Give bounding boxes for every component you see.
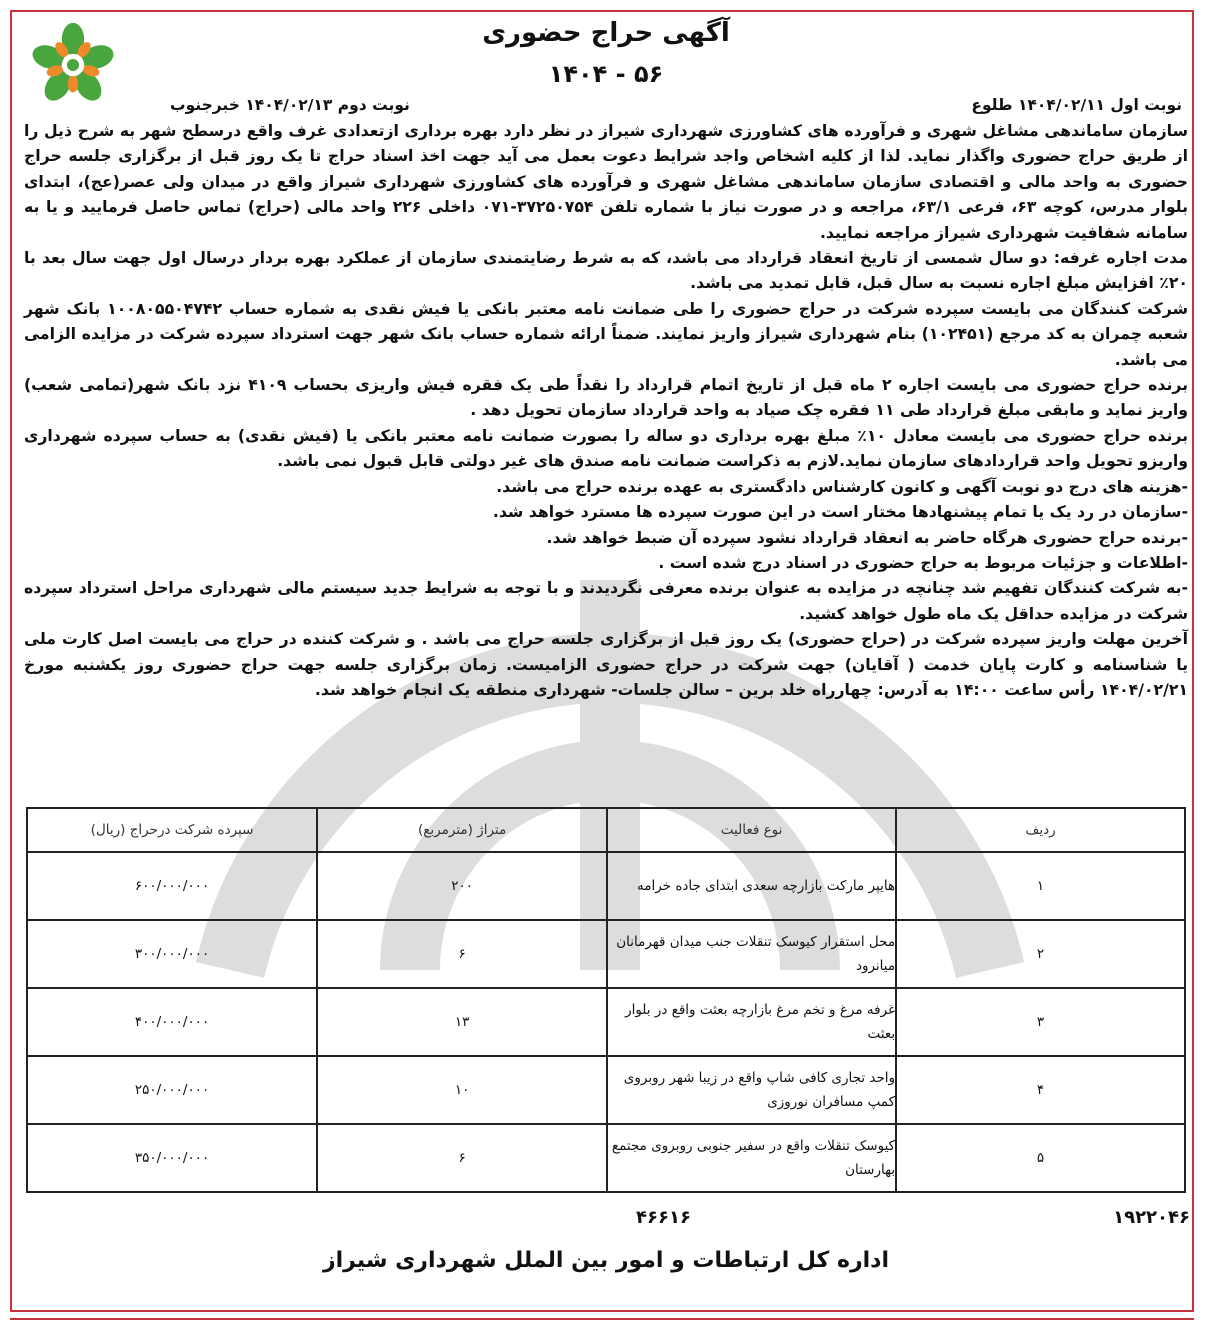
paragraph-intro: سازمان ساماندهی مشاغل شهری و فرآورده های کشاورزی شهرداری شیراز در نظر دارد بهره برداری ازتعدادی غرف واقع درسطح شهر به شرح ذیل را از طریق حراج حضوری واگذار نماید. لذا از کلیه اشخاص واجد شرایط دعوت بعمل می آید جهت اخذ اسناد حراج تا یک روز قبل از برگزاری جلسه حراج حضوری به واحد مالی و اقتصادی سازمان ساماندهی مشاغل شهری و فرآورده های کشاورزی شهرداری شیراز واقع در میدان ولی عصر(عج)، ابتدای بلوار مدرس، کوچه ۶۳، فرعی ۶۳/۱، مراجعه و در صورت نیاز با شماره تلفن ۳۷۲۵۰۷۵۴-۰۷۱ داخلی ۲۲۶ واحد مالی (حراج) تماس حاصل فرمایید و یا به سامانه شفافیت شهرداری شیراز مراجعه نمایید.: [24, 121, 1188, 242]
notice-dates: [170, 96, 1182, 114]
cell-area: ۱۳: [317, 988, 607, 1056]
second-notice-date: نوبت دوم ۱۴۰۴/۰۲/۱۳ خبرجنوب: [170, 96, 410, 114]
cell-activity: هایپر مارکت بازارچه سعدی ابتدای جاده خرامه: [607, 852, 896, 920]
table-row: [27, 920, 1185, 988]
notice-number: ۵۶ - ۱۴۰۴: [548, 60, 664, 88]
table-header-row: [27, 808, 1185, 852]
cell-area: ۲۰۰: [317, 852, 607, 920]
cell-area: ۶: [317, 1124, 607, 1192]
header-activity: نوع فعالیت: [607, 808, 896, 852]
cell-row-number: ۳: [896, 988, 1185, 1056]
cell-deposit: ۳۰۰/۰۰۰/۰۰۰: [27, 920, 317, 988]
notice-body: [24, 118, 1188, 702]
cell-activity: محل استقرار کیوسک تنقلات جنب میدان قهرمانان میانرود: [607, 920, 896, 988]
cell-activity: کیوسک تنقلات واقع در سفیر جنوبی روبروی مجتمع بهارستان: [607, 1124, 896, 1192]
cell-activity: غرفه مرغ و تخم مرغ بازارچه بعثت واقع در بلوار بعثت: [607, 988, 896, 1056]
header-row-number: ردیف: [896, 808, 1185, 852]
cell-deposit: ۴۰۰/۰۰۰/۰۰۰: [27, 988, 317, 1056]
paragraph-session: آخرین مهلت واریز سپرده شرکت در (حراج حضوری) یک روز قبل از برگزاری جلسه حراج می باشد . و شرکت کننده در حراج می بایست اصل کارت ملی یا شناسنامه و کارت پایان خدمت ( آقایان) جهت شرکت در حراج حضوری الزامیست. زمان برگزاری جلسه جهت حراج حضوری روز یکشنبه مورخ ۱۴۰۴/۰۲/۲۱ رأس ساعت ۱۴:۰۰ به آدرس: چهارراه خلد برین – سالن جلسات- شهرداری منطقه یک انجام خواهد شد.: [24, 629, 1188, 699]
code-left: ۴۶۶۱۶: [636, 1207, 691, 1228]
table-row: [27, 988, 1185, 1056]
cell-activity: واحد تجاری کافی شاپ واقع در زیبا شهر روبروی کمپ مسافران نوروزی: [607, 1056, 896, 1124]
paragraph-rejection: -سازمان در رد یک یا تمام پیشنهادها مختار است در این صورت سپرده ها مسترد خواهد شد.: [492, 502, 1188, 522]
code-right: ۱۹۲۲۰۴۶: [1113, 1207, 1190, 1228]
cell-row-number: ۴: [896, 1056, 1185, 1124]
footer-title: اداره کل ارتباطات و امور بین الملل شهرداری شیراز: [322, 1248, 890, 1273]
notice-title: آگهی حراج حضوری: [482, 18, 730, 48]
cell-area: ۱۰: [317, 1056, 607, 1124]
paragraph-refund: -به شرکت کنندگان تفهیم شد چنانچه در مزایده به عنوان برنده معرفی نگردیدند و با توجه به شرایط جدید سیستم مالی شهرداری مراحل استرداد سپرده شرکت در مزایده حداقل یک ماه طول خواهد کشید.: [24, 578, 1188, 623]
table-row: [27, 1056, 1185, 1124]
table-row: [27, 1124, 1185, 1192]
paragraph-documents: -اطلاعات و جزئیات مربوط به حراج حضوری در اسناد درج شده است .: [658, 552, 1188, 572]
cell-row-number: ۱: [896, 852, 1185, 920]
cell-area: ۶: [317, 920, 607, 988]
bottom-divider: [10, 1318, 1194, 1320]
first-notice-date: نوبت اول ۱۴۰۴/۰۲/۱۱ طلوع: [971, 96, 1182, 114]
cell-deposit: ۲۵۰/۰۰۰/۰۰۰: [27, 1056, 317, 1124]
header-deposit: سپرده شرکت درحراج (ریال): [27, 808, 317, 852]
paragraph-lease-term: مدت اجاره غرفه: دو سال شمسی از تاریخ انعقاد قرارداد می باشد، که به شرط رضایتمندی سازمان از عملکرد بهره بردار درسال اول جهت سال بعد با ۲۰٪ افزایش مبلغ اجاره نسبت به سال قبل، قابل تمدید می باشد.: [24, 248, 1188, 293]
cell-row-number: ۲: [896, 920, 1185, 988]
paragraph-deposit: شرکت کنندگان می بایست سپرده شرکت در حراج حضوری را طی ضمانت نامه معتبر بانکی یا فیش نقدی به شماره حساب ۱۰۰۸۰۵۵۰۴۷۴۲ بانک شهر شعبه چمران به کد مرجع (۱۰۲۴۵۱) بنام شهرداری شیراز واریز نمایند. ضمناً ارائه شماره حساب بانک شهر جهت استرداد سپرده شرکت در مزایده الزامی می باشد.: [24, 298, 1188, 369]
paragraph-costs: -هزینه های درج دو نوبت آگهی و کانون کارشناس دادگستری به عهده برنده حراج می باشد.: [496, 476, 1188, 496]
cell-row-number: ۵: [896, 1124, 1185, 1192]
paragraph-forfeit: -برنده حراج حضوری هرگاه حاضر به انعقاد قرارداد نشود سپرده آن ضبط خواهد شد.: [546, 527, 1188, 547]
cell-deposit: ۳۵۰/۰۰۰/۰۰۰: [27, 1124, 317, 1192]
table-row: [27, 852, 1185, 920]
header-area: متراژ (مترمربع): [317, 808, 607, 852]
paragraph-payment: برنده حراج حضوری می بایست اجاره ۲ ماه قبل از تاریخ اتمام قرارداد را نقداً طی یک فقره فیش واریزی بحساب ۴۱۰۹ نزد بانک شهر(تمامی شعب) واریز نماید و مابقی مبلغ قرارداد طی ۱۱ فقره چک صیاد به واحد قرارداد سازمان تحویل دهد .: [24, 375, 1188, 420]
auction-items-table: [26, 807, 1186, 1193]
cell-deposit: ۶۰۰/۰۰۰/۰۰۰: [27, 852, 317, 920]
paragraph-guarantee: برنده حراج حضوری می بایست معادل ۱۰٪ مبلغ بهره برداری دو ساله را بصورت ضمانت نامه معتبر بانکی یا (فیش نقدی) به حساب سپرده شهرداری واریزو تحویل واحد قراردادهای سازمان نماید.لازم به ذکراست ضمانت نامه صندق های غیر دولتی قابل قبول نمی باشد.: [24, 425, 1188, 471]
